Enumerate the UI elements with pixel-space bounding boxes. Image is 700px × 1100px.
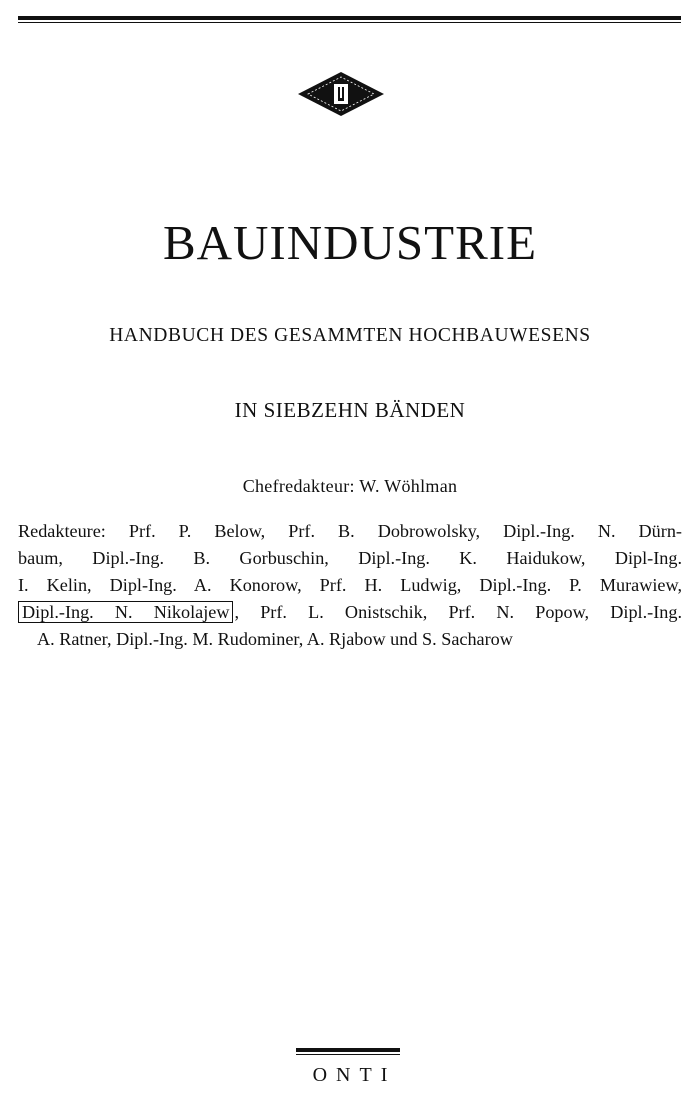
- bottom-rule-thick: [296, 1048, 400, 1052]
- editors-list: [18, 518, 682, 653]
- publisher-emblem-icon: [298, 72, 384, 116]
- book-title: BAUINDUSTRIE: [162, 215, 538, 270]
- chief-editor: Chefredakteur: W. Wöhlman: [242, 476, 458, 496]
- book-subtitle: HANDBUCH DES GESAMMTEN HOCHBAUWESENS: [109, 325, 591, 346]
- top-rule-thick: [18, 16, 681, 20]
- bottom-rule-thin: [296, 1054, 400, 1055]
- editors-line-1: Redakteure: Prf. P. Below, Prf. B. Dobrowolsky, Dipl.-Ing. N. Dürn-: [18, 521, 682, 541]
- editors-line-3: I. Kelin, Dipl-Ing. A. Konorow, Prf. H. Ludwig, Dipl.-Ing. P. Murawiew,: [18, 575, 682, 595]
- editors-line-2: baum, Dipl.-Ing. B. Gorbuschin, Dipl.-Ing. K. Haidukow, Dipl-Ing.: [18, 548, 682, 568]
- volumes-note: IN SIEBZEHN BÄNDEN: [234, 398, 466, 422]
- top-double-rule: [18, 16, 681, 25]
- publisher-name: ONTI: [312, 1064, 397, 1086]
- editors-line-4-rest: , Prf. L. Onistschik, Prf. N. Popow, Dipl.-Ing.: [234, 602, 682, 622]
- editors-line-5: A. Ratner, Dipl.-Ing. M. Rudominer, A. Rjabow und S. Sacharow: [37, 629, 513, 649]
- top-rule-thin: [18, 22, 681, 23]
- bottom-double-rule: [296, 1048, 400, 1056]
- editors-line-4: [18, 599, 682, 626]
- boxed-editor-name: Dipl.-Ing. N. Nikolajew: [18, 601, 233, 623]
